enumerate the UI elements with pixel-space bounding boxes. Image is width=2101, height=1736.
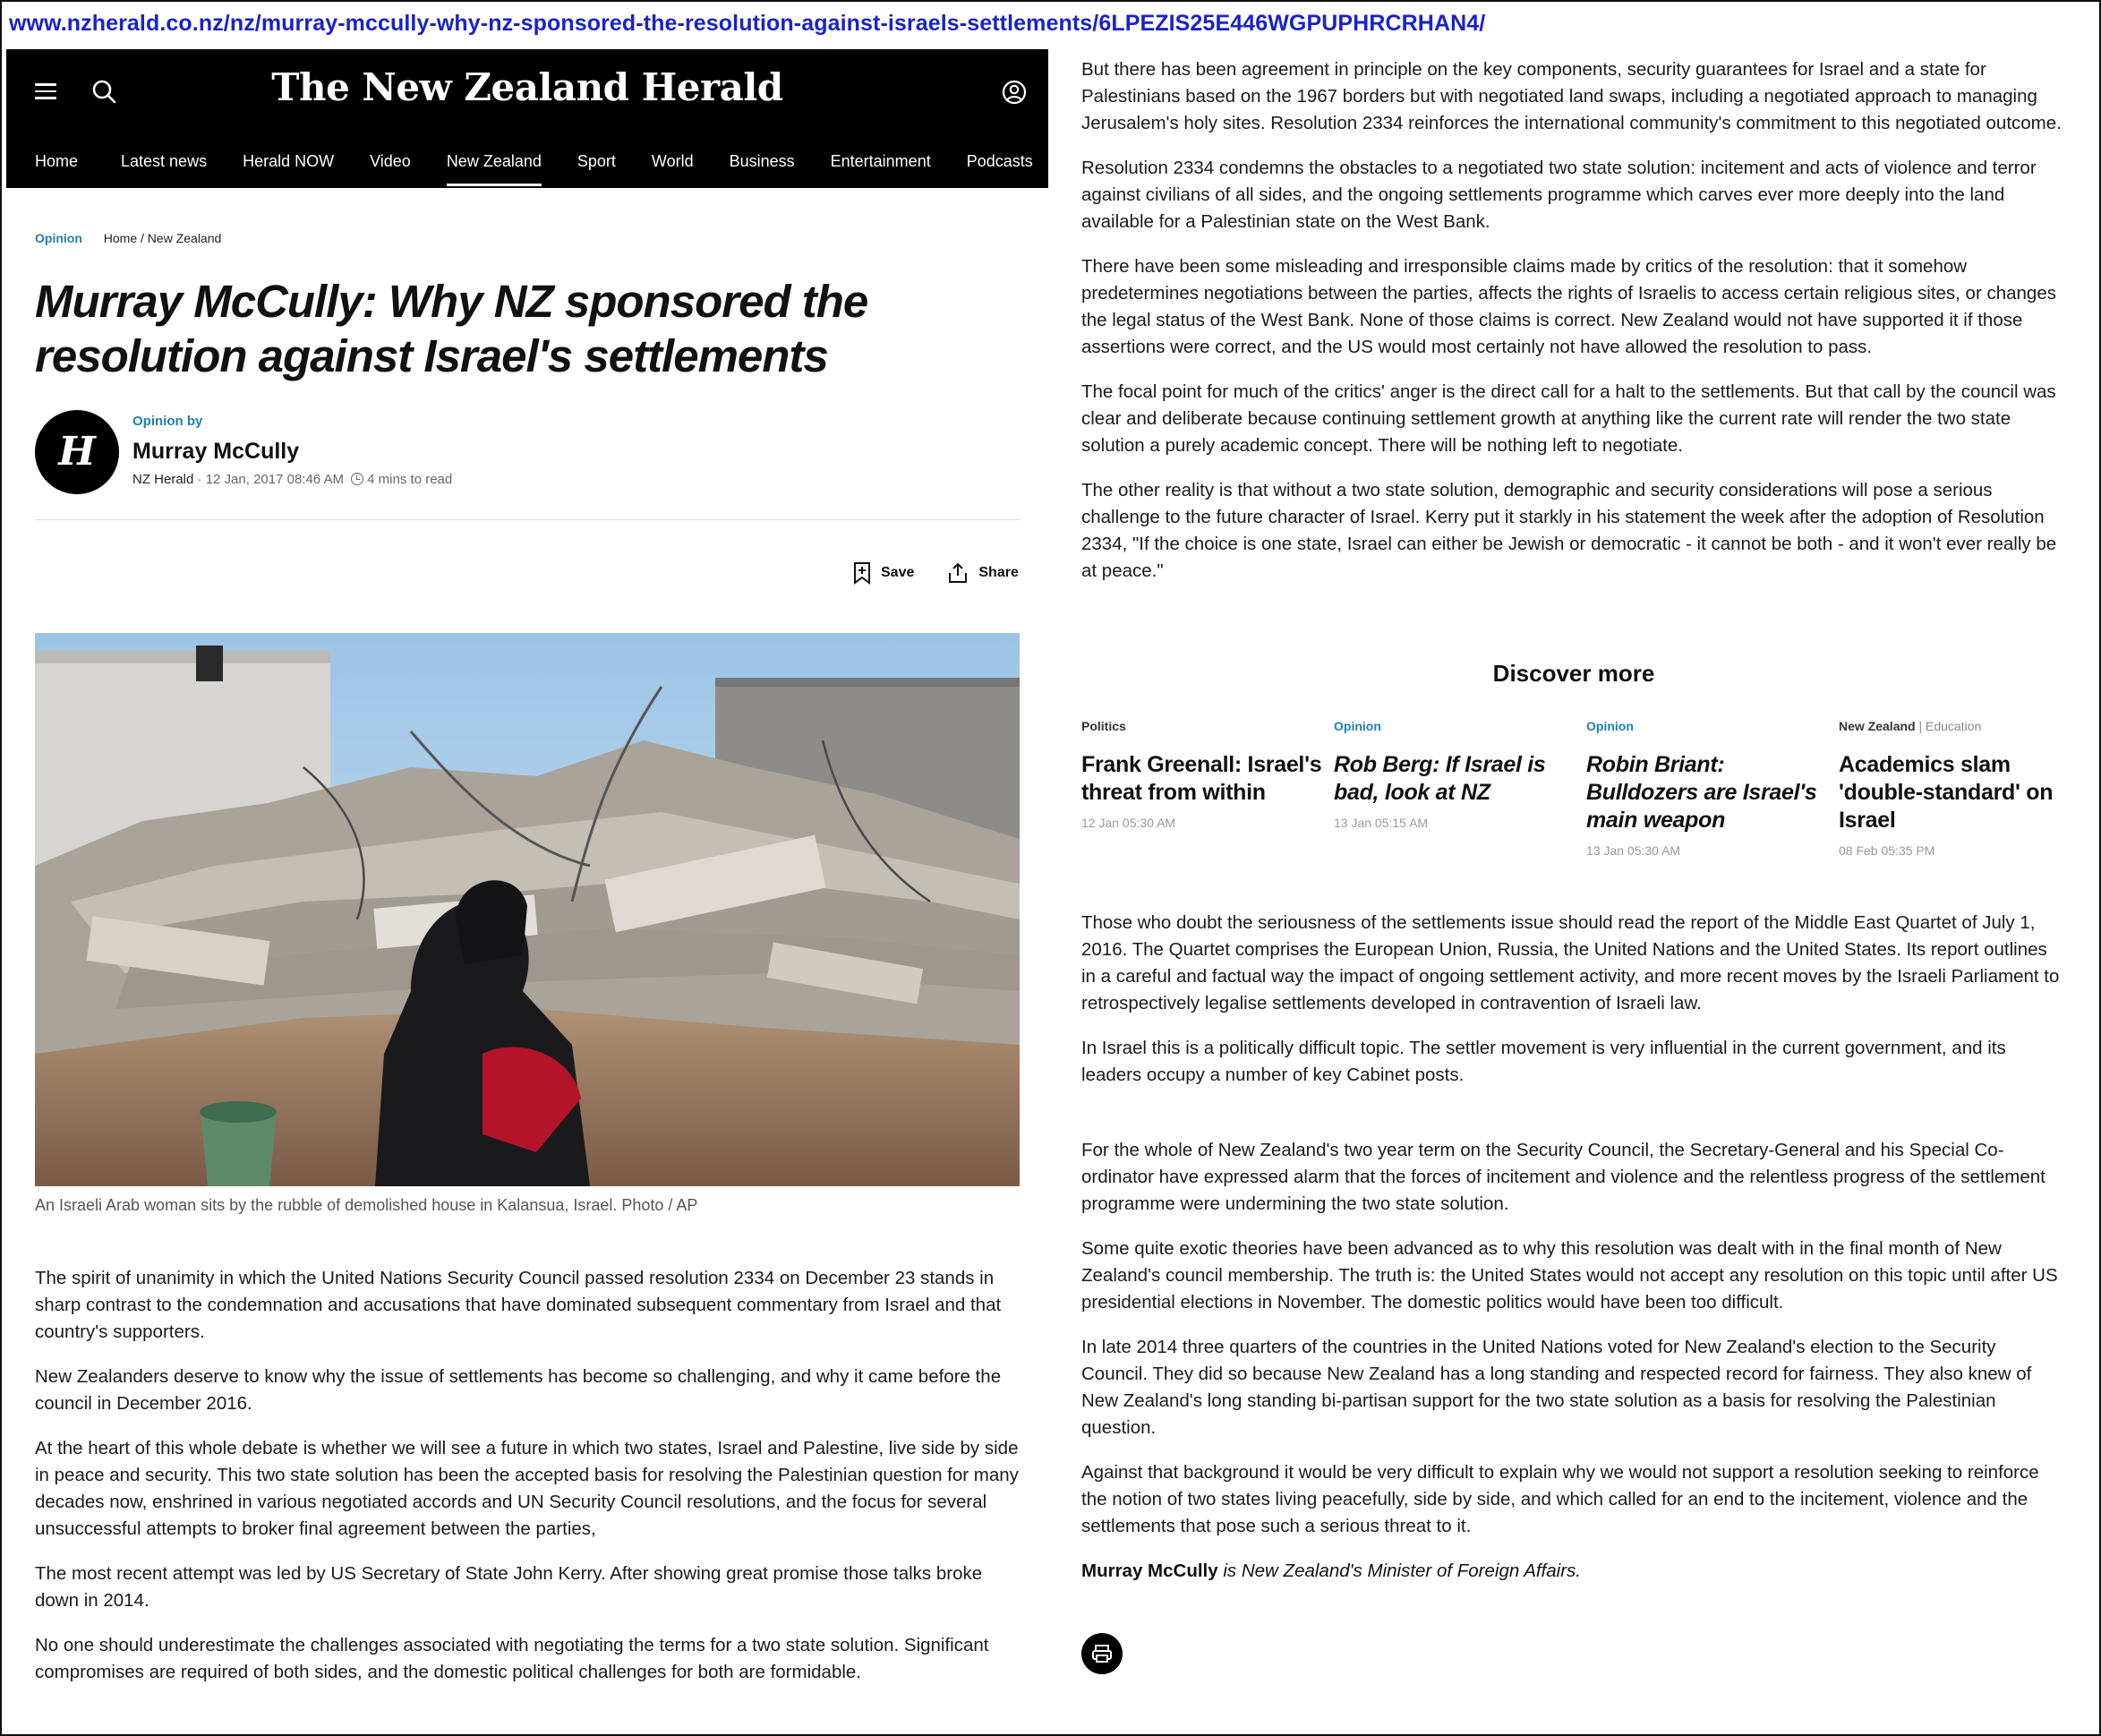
discover-card[interactable] (1586, 719, 1839, 858)
article-body-left (35, 1265, 1029, 1704)
article-paragraph: But there has been agreement in principle on the key components, security guarantees for Israel and a state for Palestinians based on the 1967 borders but with negotiated land swaps, including a negotiated approach to managing Jerusalem's holy sites. Resolution 2334 reinforces the international community's commitment to this negotiated outcome. (1081, 59, 2062, 133)
nav-item-business[interactable]: Business (729, 152, 795, 170)
nav-item-video[interactable]: Video (370, 152, 411, 170)
breadcrumb (35, 231, 221, 245)
share-button[interactable] (946, 561, 1018, 585)
category-link[interactable]: Opinion (35, 231, 82, 245)
article-paragraph: No one should underestimate the challenges associated with negotiating the terms for a two state solution. Significant compromises are required of both sides, and the domestic political challenges for both are formidable. (35, 1635, 989, 1682)
article-paragraph: There have been some misleading and irresponsible claims made by critics of the resolution: that it somehow predetermines negotiations between the parties, affects the rights of Israelis to access certain religious sites, or changes the legal status of the West Bank. None of those claims is correct. New Zealand would not have supported it if those assertions were correct, and the US would most certainly not have allowed the resolution to pass. (1081, 256, 2056, 357)
site-header (6, 49, 1048, 188)
card-category-label: Opinion (1586, 719, 1634, 733)
nav-item-entertainment[interactable]: Entertainment (830, 152, 931, 170)
article-paragraph: In late 2014 three quarters of the countries in the United Nations voted for New Zealand's election to the Security Council. They did so because New Zealand has a long standing and respected record for fairness. They also knew of New Zealand's long standing bi-partisan support for the two state solution as a basis for resolving the Palestinian question. (1081, 1337, 2032, 1438)
user-icon[interactable] (1000, 78, 1029, 107)
article-body-right-bottom (1081, 1137, 2066, 1585)
main-nav (6, 134, 1048, 188)
article-paragraph: Those who doubt the seriousness of the settlements issue should read the report of the Middle East Quartet of July 1, 2016. The Quartet comprises the European Union, Russia, the United Nations and the United States. Its report outlines in a careful and factual way the impact of ongoing settlement activity, and more recent moves by the Israeli Parliament to retrospectively legalise settlements developed in contravention of Israeli law. (1081, 912, 2060, 1013)
article-actions (852, 561, 1019, 585)
article-paragraph: The other reality is that without a two state solution, demographic and security considerations will pose a serious challenge to the future character of Israel. Kerry put it starkly in his statement the week after the adoption of Resolution 2334, "If the choice is one state, Israel can either be Jewish or democratic - it cannot be both - and it won't ever really be at peace." (1081, 480, 2057, 581)
article-paragraph: Resolution 2334 condemns the obstacles to a negotiated two state solution: incitement and acts of violence and terror against civilians of all sides, and the ongoing settlements programme which carves ever more deeply into the land available for a Palestinian state on the West Bank. (1081, 158, 2037, 232)
nav-item-home[interactable]: Home (35, 152, 79, 170)
article-paragraph: The focal point for much of the critics' anger is the direct call for a halt to the settlements. But that call by the council was clear and deliberate because continuing settlement growth at anything like the current rate will render the two state solution a purely academic concept. There will be nothing left to negotiate. (1081, 381, 2056, 456)
card-title[interactable]: Frank Greenall: Israel's threat from within (1081, 752, 1322, 805)
article-paragraph: The most recent attempt was led by US Secretary of State John Kerry. After showing great promise those talks broke down in 2014. (35, 1563, 983, 1611)
card-date: 12 Jan 05:30 AM (1081, 816, 1176, 830)
article-paragraph: New Zealanders deserve to know why the issue of settlements has become so challenging, and why it came before the council in December 2016. (35, 1366, 1002, 1414)
source-name: NZ Herald (132, 472, 194, 487)
card-date: 13 Jan 05:30 AM (1586, 843, 1681, 858)
article-meta (132, 472, 452, 487)
publish-date: 12 Jan, 2017 08:46 AM (205, 472, 344, 487)
discover-card[interactable] (1081, 719, 1334, 858)
card-category (1334, 719, 1586, 739)
card-date: 13 Jan 05:15 AM (1334, 816, 1429, 830)
discover-more-cards (1081, 719, 2093, 858)
article-photo (35, 633, 1020, 1186)
breadcrumb-path[interactable]: Home / New Zealand (103, 231, 222, 245)
article-title: Murray McCully: Why NZ sponsored the resolution against Israel's settlements (35, 276, 868, 381)
author-name[interactable]: Murray McCully (132, 439, 300, 464)
clock-icon (351, 473, 363, 485)
meta-separator: · (197, 472, 206, 487)
article-paragraph: For the whole of New Zealand's two year term on the Security Council, the Secretary-General and his Special Co-ordinator have expressed alarm that the forces of incitement and violence and the relentless progress of the settlement programme were undermining the two state solution. (1081, 1140, 2045, 1214)
author-note-title: is New Zealand's Minister of Foreign Affairs. (1217, 1561, 1581, 1581)
article-paragraph: At the heart of this whole debate is whether we will see a future in which two states, Israel and Palestine, live side by side in peace and security. This two state solution has been the accepted basis for resolving the Palestinian question for many decades now, enshrined in various negotiated accords and UN Security Council resolutions, and the focus for several unsuccessful attempts to broker final agreement between the parties, (35, 1438, 1019, 1539)
article-paragraph: The spirit of unanimity in which the United Nations Security Council passed resolution 2334 on December 23 stands in sharp contrast to the condemnation and accusations that have dominated subsequent commentary from Israel and that country's supporters. (35, 1268, 1002, 1342)
article-body-right-top (1081, 56, 2066, 603)
card-title[interactable]: Academics slam 'double-standard' on Israel (1839, 752, 2054, 833)
article-paragraph: Against that background it would be very difficult to explain why we would not support a resolution seeking to reinforce the notion of two states living peacefully, side by side, and which called for an end to the incitement, violence and the settlements that pose such a serious threat to it. (1081, 1462, 2039, 1536)
author-avatar[interactable]: H (35, 410, 119, 494)
discover-more-heading: Discover more (1492, 660, 1655, 687)
nav-item-latest-news[interactable]: Latest news (121, 152, 208, 170)
nav-item-new-zealand[interactable]: New Zealand (447, 134, 542, 188)
card-category (1839, 719, 2091, 739)
card-date: 08 Feb 05:35 PM (1839, 843, 1935, 858)
card-title[interactable]: Robin Briant: Bulldozers are Israel's main weapon (1586, 752, 1817, 833)
print-icon (1081, 1633, 1123, 1674)
bookmark-icon (852, 561, 872, 585)
site-logo[interactable]: The New Zealand Herald (271, 65, 783, 109)
card-category (1081, 719, 1334, 739)
save-label: Save (881, 565, 915, 580)
discover-card[interactable] (1334, 719, 1586, 858)
nav-item-world[interactable]: World (651, 152, 694, 170)
card-subcategory: | Education (1915, 719, 1982, 733)
opinion-by-label: Opinion by (132, 414, 203, 429)
share-label: Share (978, 565, 1019, 580)
card-category-label: Opinion (1334, 719, 1381, 733)
nav-item-herald-now[interactable]: Herald NOW (243, 152, 335, 170)
nav-item-podcasts[interactable]: Podcasts (966, 152, 1033, 170)
nav-item-sport[interactable]: Sport (576, 152, 616, 170)
read-time: 4 mins to read (367, 472, 453, 487)
divider (35, 519, 1020, 520)
photo-caption: An Israeli Arab woman sits by the rubble of demolished house in Kalansua, Israel. Photo / AP (35, 1196, 698, 1214)
author-note-name: Murray McCully (1081, 1561, 1218, 1581)
save-button[interactable] (852, 561, 914, 585)
author-note (1081, 1558, 2066, 1585)
card-title[interactable]: Rob Berg: If Israel is bad, look at NZ (1334, 752, 1546, 805)
card-category-label: Politics (1081, 719, 1126, 733)
card-category-label: New Zealand (1839, 719, 1916, 733)
article-paragraph: In Israel this is a politically difficult topic. The settler movement is very influential in the current government, and its leaders occupy a number of key Cabinet posts. (1081, 1038, 2006, 1085)
article-paragraph: Some quite exotic theories have been advanced as to why this resolution was dealt with in the final month of New Zealand's council membership. The truth is: the United States would not accept any resolution on this topic until after US presidential elections in November. The domestic politics would have been too difficult. (1081, 1238, 2058, 1313)
print-button[interactable] (1081, 1633, 1123, 1674)
article-body-right-middle (1081, 910, 2066, 1107)
discover-card[interactable] (1839, 719, 2091, 858)
share-icon (946, 561, 969, 585)
card-category (1586, 719, 1839, 739)
url-bar[interactable]: www.nzherald.co.nz/nz/murray-mccully-why-nz-sponsored-the-resolution-against-israels-settlements/6LPEZIS25E446WGPUPHRCRHAN4/ (9, 11, 1486, 36)
